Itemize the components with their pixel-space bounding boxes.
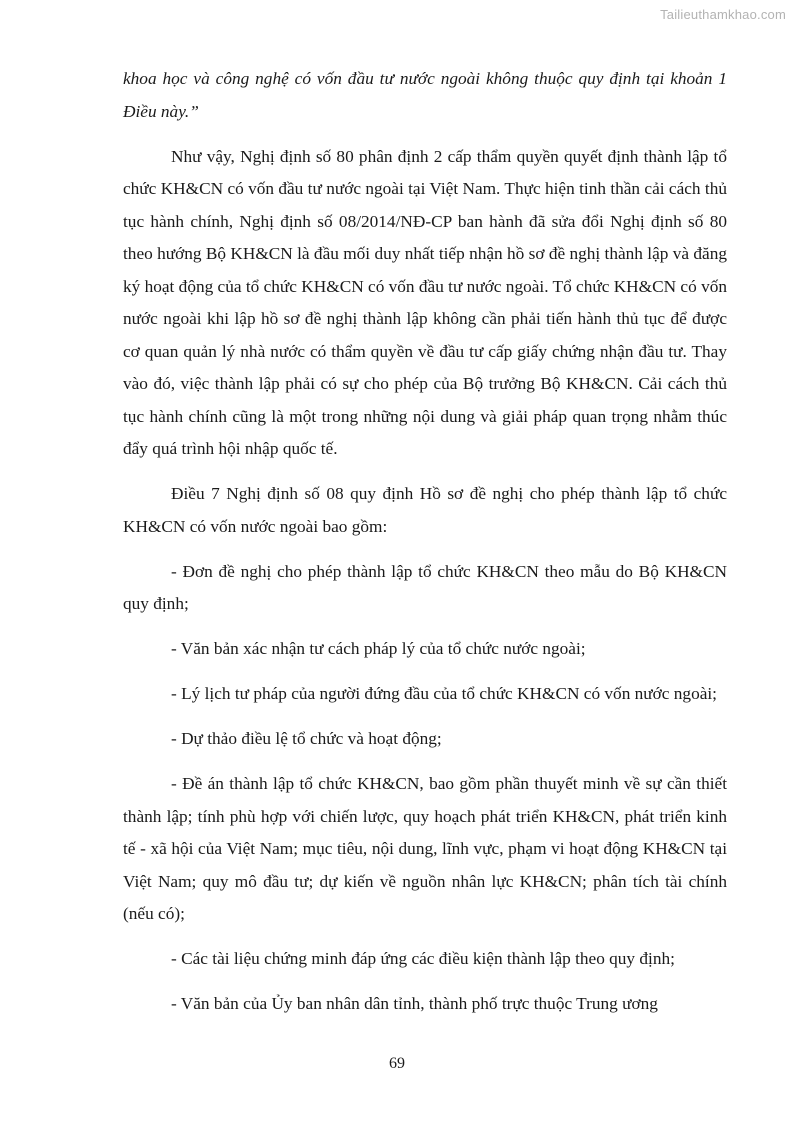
body-paragraph: Như vậy, Nghị định số 80 phân định 2 cấp thẩm quyền quyết định thành lập tổ chức KH&CN có vốn đầu tư nước ngoài tại Việt Nam. Thực hiện tinh thần cải cách thủ tục hành chính, Nghị định số 08/2014/NĐ-CP ban hành đã sửa đổi Nghị định số 80 theo hướng Bộ KH&CN là đầu mối duy nhất tiếp nhận hồ sơ đề nghị thành lập và đăng ký hoạt động của tổ chức KH&CN có vốn đầu tư nước ngoài. Tổ chức KH&CN có vốn nước ngoài khi lập hồ sơ đề nghị thành lập không cần phải tiến hành thủ tục để được cơ quan quản lý nhà nước có thẩm quyền về đầu tư cấp giấy chứng nhận đầu tư. Thay vào đó, việc thành lập phải có sự cho phép của Bộ trưởng Bộ KH&CN. Cải cách thủ tục hành chính cũng là một trong những nội dung và giải pháp quan trọng nhằm thúc đẩy quá trình hội nhập quốc tế. — [123, 146, 727, 458]
page-number: 69 — [389, 1055, 405, 1072]
body-paragraph: Điều 7 Nghị định số 08 quy định Hồ sơ đề nghị cho phép thành lập tổ chức KH&CN có vốn nước ngoài bao gồm: — [123, 484, 727, 536]
watermark: Tailieuthamkhao.com — [660, 7, 786, 22]
list-item: - Các tài liệu chứng minh đáp ứng các điều kiện thành lập theo quy định; — [171, 949, 675, 968]
document-body — [123, 63, 727, 1033]
list-item: - Văn bản xác nhận tư cách pháp lý của tổ chức nước ngoài; — [171, 639, 586, 658]
quote-continuation: khoa học và công nghệ có vốn đầu tư nước ngoài không thuộc quy định tại khoản 1 Điều này.” — [123, 69, 727, 121]
list-item: - Lý lịch tư pháp của người đứng đầu của tổ chức KH&CN có vốn nước ngoài; — [171, 684, 717, 703]
list-item: - Dự thảo điều lệ tổ chức và hoạt động; — [171, 729, 442, 748]
list-item: - Đề án thành lập tổ chức KH&CN, bao gồm phần thuyết minh về sự cần thiết thành lập; tính phù hợp với chiến lược, quy hoạch phát triển KH&CN, phát triển kinh tế - xã hội của Việt Nam; mục tiêu, nội dung, lĩnh vực, phạm vi hoạt động KH&CN tại Việt Nam; quy mô đầu tư; dự kiến về nguồn nhân lực KH&CN; phân tích tài chính (nếu có); — [123, 774, 727, 923]
list-item: - Đơn đề nghị cho phép thành lập tổ chức KH&CN theo mẫu do Bộ KH&CN quy định; — [123, 561, 727, 613]
list-item: - Văn bản của Ủy ban nhân dân tỉnh, thành phố trực thuộc Trung ương — [171, 994, 658, 1013]
